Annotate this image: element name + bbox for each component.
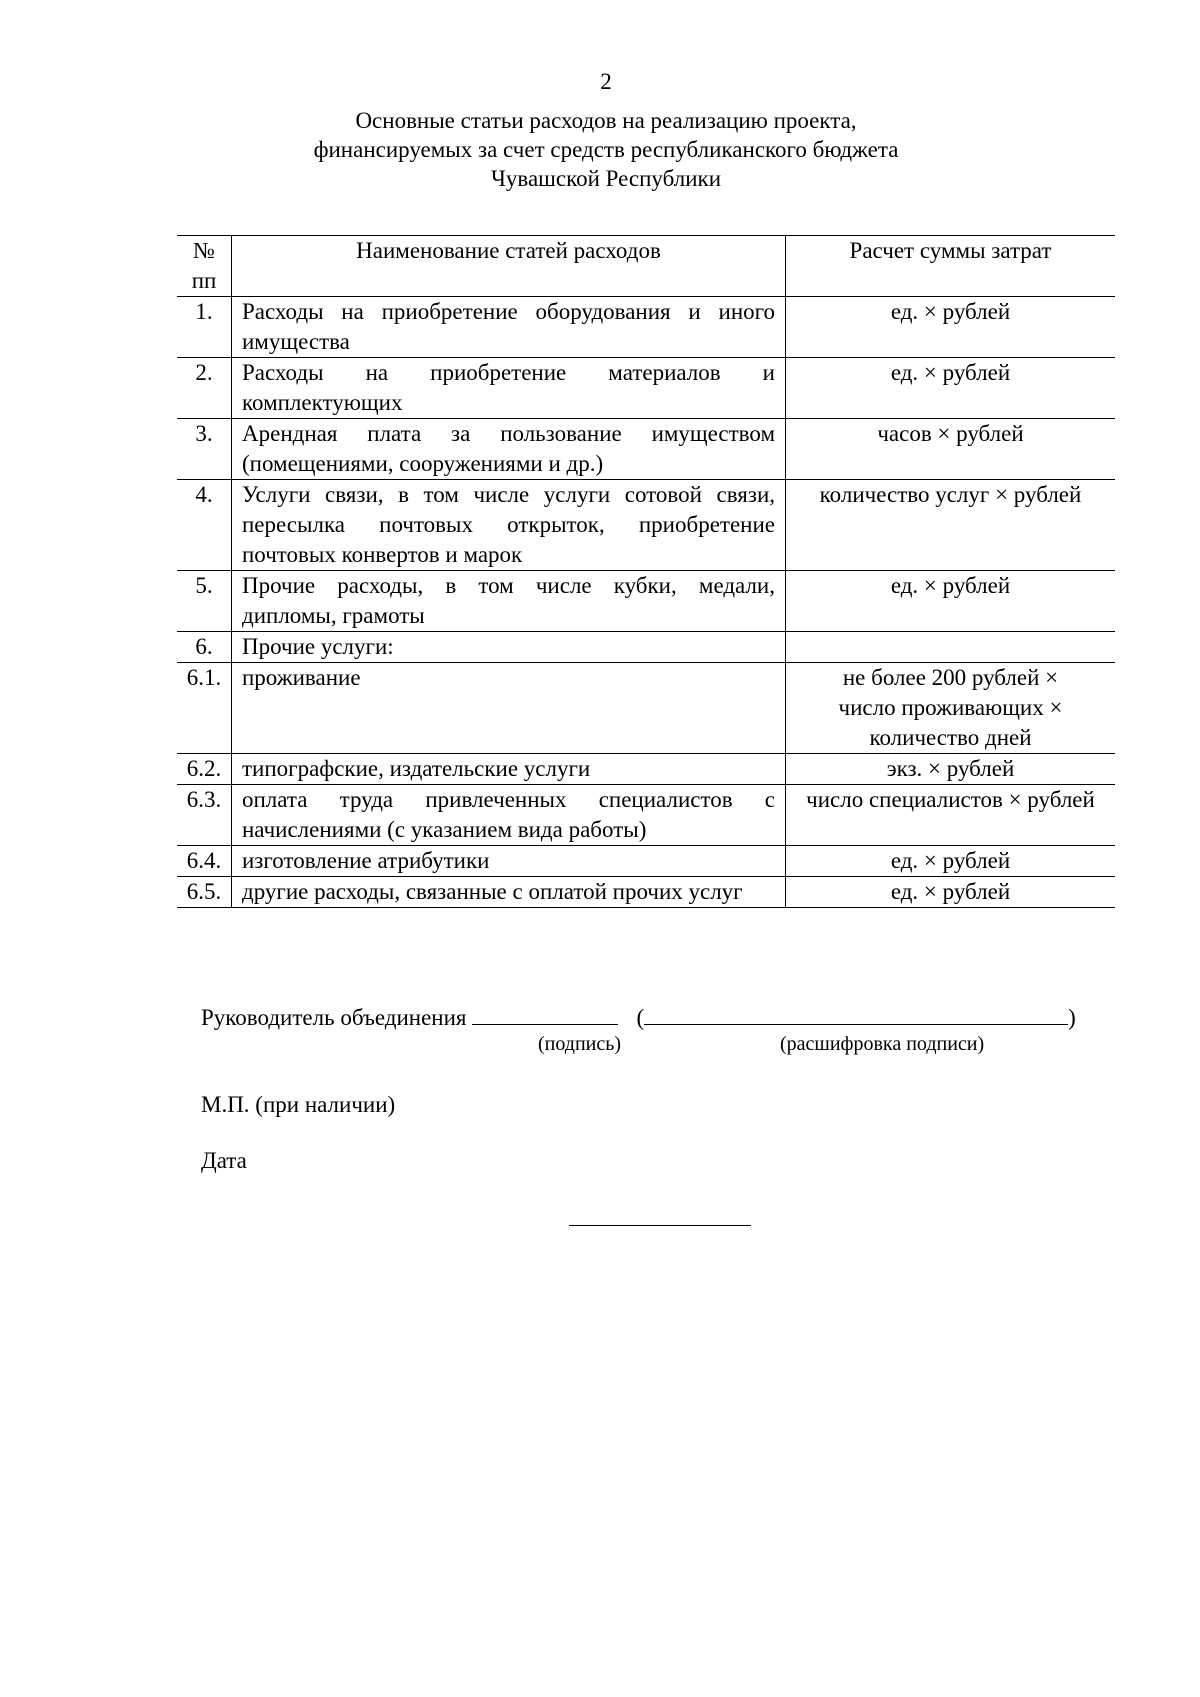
header-num-line-1: № — [193, 238, 215, 263]
title-line-3: Чувашской Республики — [490, 166, 722, 191]
row-calc: число специалистов × рублей — [786, 785, 1116, 846]
row-num: 1. — [177, 297, 232, 358]
row-calc: ед. × рублей — [786, 846, 1116, 877]
row-name: Услуги связи, в том числе услуги сотовой связи, пересылка почтовых открыток, приобретение почтовых конвертов и марок — [232, 480, 786, 571]
row-calc: ед. × рублей — [786, 297, 1116, 358]
row-name: другие расходы, связанные с оплатой прочих услуг — [232, 877, 786, 908]
signature-label: Руководитель объединения — [201, 1005, 467, 1030]
stamp-label: М.П. (при наличии) — [201, 1092, 396, 1117]
row-calc: часов × рублей — [786, 419, 1116, 480]
table-row — [177, 419, 1115, 480]
table-row — [177, 571, 1115, 632]
row-num: 5. — [177, 571, 232, 632]
row-num: 6.5. — [177, 877, 232, 908]
title-line-1: Основные статьи расходов на реализацию проекта, — [355, 108, 857, 133]
row-calc — [786, 632, 1116, 663]
table-row — [177, 785, 1115, 846]
row-name: Арендная плата за пользование имуществом (помещениями, сооружениями и др.) — [232, 419, 786, 480]
row-name: Расходы на приобретение оборудования и иного имущества — [232, 297, 786, 358]
row-num: 3. — [177, 419, 232, 480]
row-calc: ед. × рублей — [786, 571, 1116, 632]
row-num: 4. — [177, 480, 232, 571]
table-row — [177, 754, 1115, 785]
document-title — [0, 106, 1200, 193]
table-row — [177, 846, 1115, 877]
date-label: Дата — [201, 1148, 247, 1173]
table-row — [177, 877, 1115, 908]
table-row — [177, 358, 1115, 419]
row-calc: ед. × рублей — [786, 358, 1116, 419]
row-name: Расходы на приобретение материалов и комплектующих — [232, 358, 786, 419]
header-calc: Расчет суммы затрат — [786, 236, 1116, 297]
signature-block — [201, 1004, 1121, 1056]
header-num-line-2: пп — [191, 268, 217, 293]
row-num: 6.3. — [177, 785, 232, 846]
row-calc: не более 200 рублей × число проживающих × количество дней — [786, 663, 1116, 754]
close-paren: ) — [1068, 1005, 1076, 1030]
signature-line — [472, 1004, 618, 1025]
row-name: типографские, издательские услуги — [232, 754, 786, 785]
row-name: проживание — [232, 663, 786, 754]
row-num: 6.2. — [177, 754, 232, 785]
caption-signature: (подпись) — [538, 1033, 622, 1055]
row-calc: ед. × рублей — [786, 877, 1116, 908]
signature-row — [201, 1004, 1121, 1032]
row-num: 6.4. — [177, 846, 232, 877]
header-name: Наименование статей расходов — [232, 236, 786, 297]
header-num — [177, 236, 232, 297]
table-row — [177, 632, 1115, 663]
row-calc: экз. × рублей — [786, 754, 1116, 785]
page-number: 2 — [600, 69, 612, 94]
row-name: оплата труда привлеченных специалистов с начислениями (с указанием вида работы) — [232, 785, 786, 846]
row-name: изготовление атрибутики — [232, 846, 786, 877]
open-paren: ( — [636, 1005, 645, 1030]
row-calc: количество услуг × рублей — [786, 480, 1116, 571]
signature-captions — [201, 1032, 1121, 1056]
expense-table — [177, 235, 1115, 908]
row-name: Прочие услуги: — [232, 632, 786, 663]
row-num: 6.1. — [177, 663, 232, 754]
title-line-2: финансируемых за счет средств республиканского бюджета — [313, 137, 899, 162]
signature-decode-line — [644, 1004, 1068, 1025]
table-row — [177, 480, 1115, 571]
row-num: 2. — [177, 358, 232, 419]
row-num: 6. — [177, 632, 232, 663]
table-header-row — [177, 236, 1115, 297]
caption-decode: (расшифровка подписи) — [780, 1033, 985, 1055]
end-divider — [569, 1225, 751, 1226]
table-row — [177, 297, 1115, 358]
row-name: Прочие расходы, в том числе кубки, медали, дипломы, грамоты — [232, 571, 786, 632]
table-row — [177, 663, 1115, 754]
